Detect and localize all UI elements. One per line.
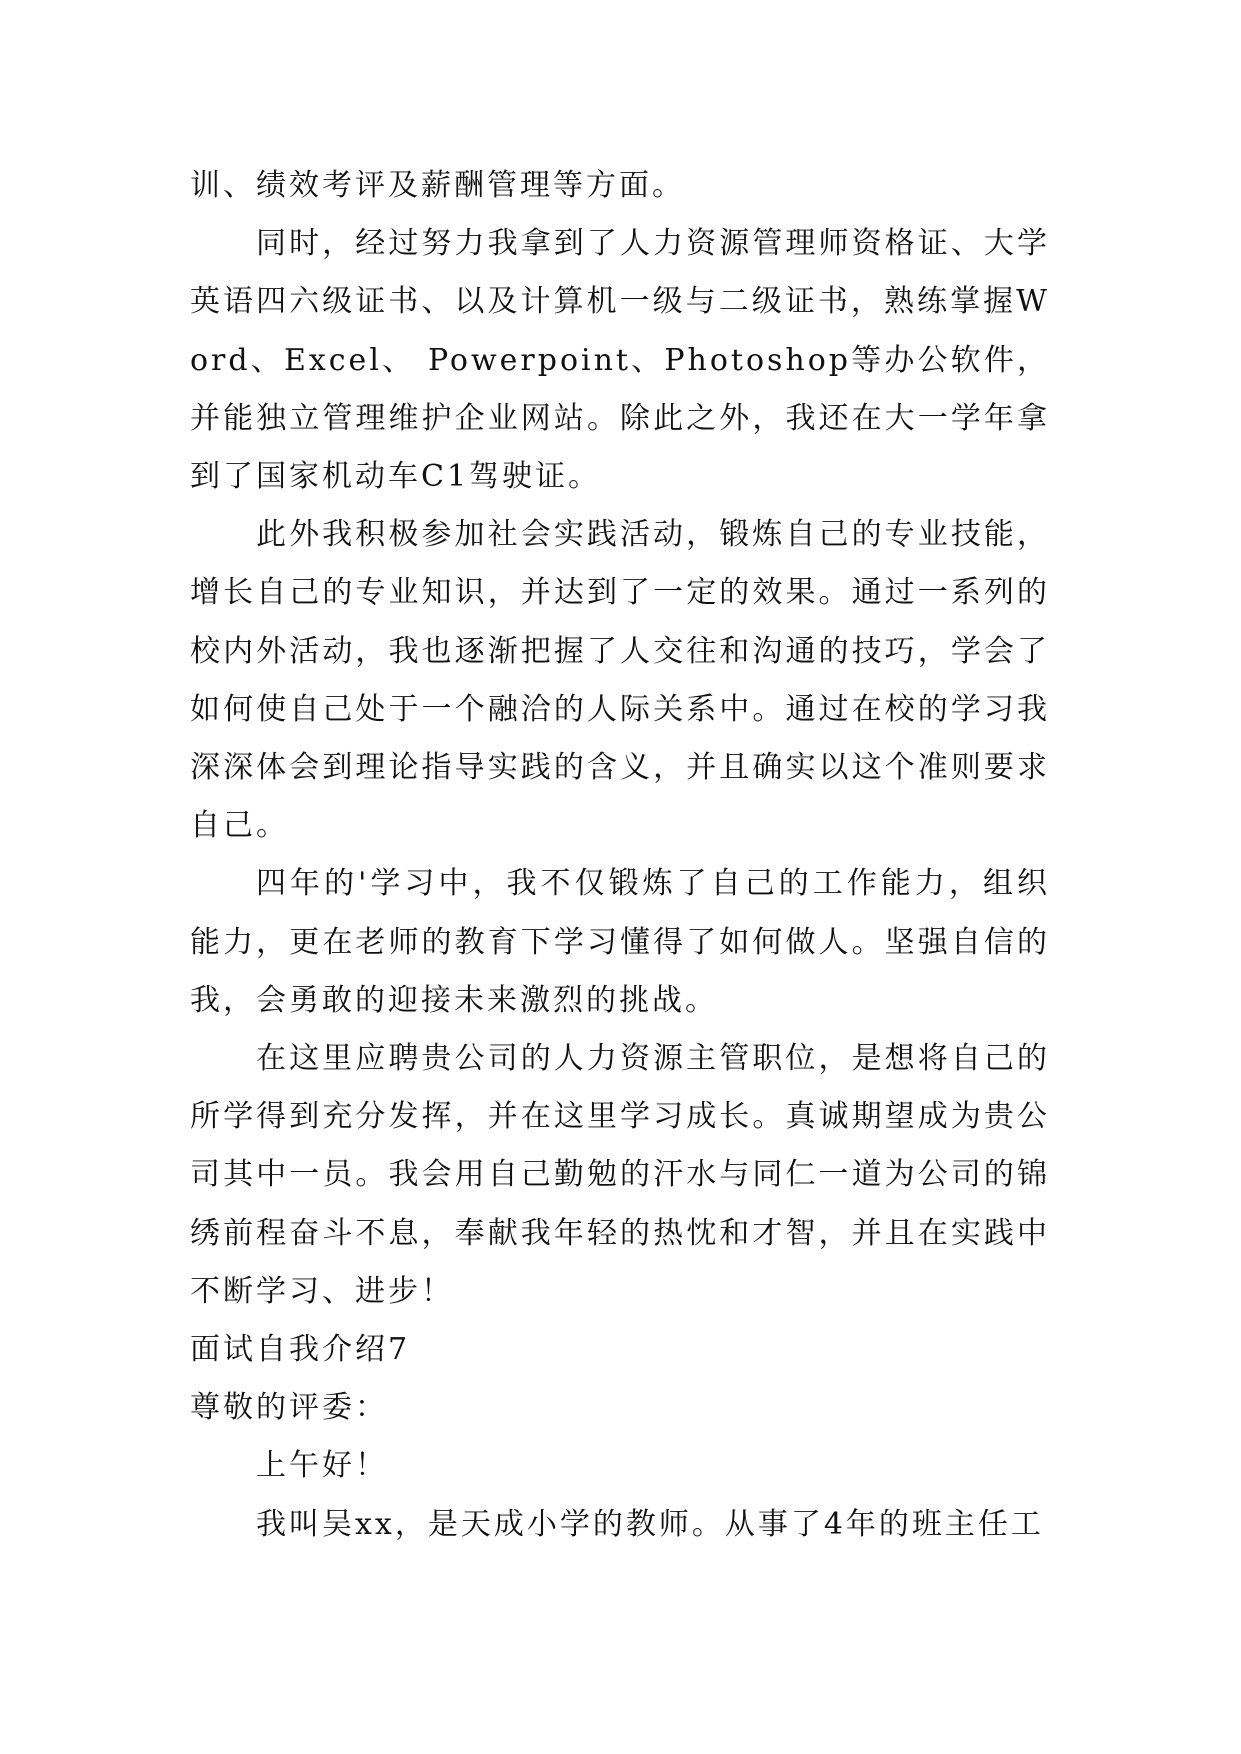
paragraph-self-introduction: 我叫吴xx，是天成小学的教师。从事了4年的班主任工 <box>256 1506 1044 1542</box>
section-heading: 面试自我介绍7 <box>190 1332 411 1368</box>
paragraph-certificates: 同时，经过努力我拿到了人力资源管理师资格证、大学英语四六级证书、以及计算机一级与二级证书，熟练掌握Word、Excel、 Powerpoint、Photoshop等办公软件，并能独立管理维护企业网站。除此之外，我还在大一学年拿到了国家机动车C1驾驶证。 <box>190 226 1050 495</box>
document-body <box>190 157 1050 1554</box>
paragraph-four-years: 四年的'学习中，我不仅锻炼了自己的工作能力，组织能力，更在老师的教育下学习懂得了如何做人。坚强自信的我，会勇敢的迎接未来激烈的挑战。 <box>190 866 1050 1018</box>
paragraph-continuation: 训、绩效考评及薪酬管理等方面。 <box>190 168 685 203</box>
paragraph-application: 在这里应聘贵公司的人力资源主管职位，是想将自己的所学得到充分发挥，并在这里学习成长。真诚期望成为贵公司其中一员。我会用自己勤勉的汗水与同仁一道为公司的锦绣前程奋斗不息，奉献我年轻的热忱和才智，并且在实践中不断学习、进步！ <box>190 1041 1050 1309</box>
greeting: 上午好！ <box>256 1448 388 1484</box>
salutation: 尊敬的评委： <box>190 1390 388 1426</box>
paragraph-social-practice: 此外我积极参加社会实践活动，锻炼自己的专业技能，增长自己的专业知识，并达到了一定的效果。通过一系列的校内外活动，我也逐渐把握了人交往和沟通的技巧，学会了如何使自己处于一个融洽的人际关系中。通过在校的学习我深深体会到理论指导实践的含义，并且确实以这个准则要求自己。 <box>190 517 1050 844</box>
